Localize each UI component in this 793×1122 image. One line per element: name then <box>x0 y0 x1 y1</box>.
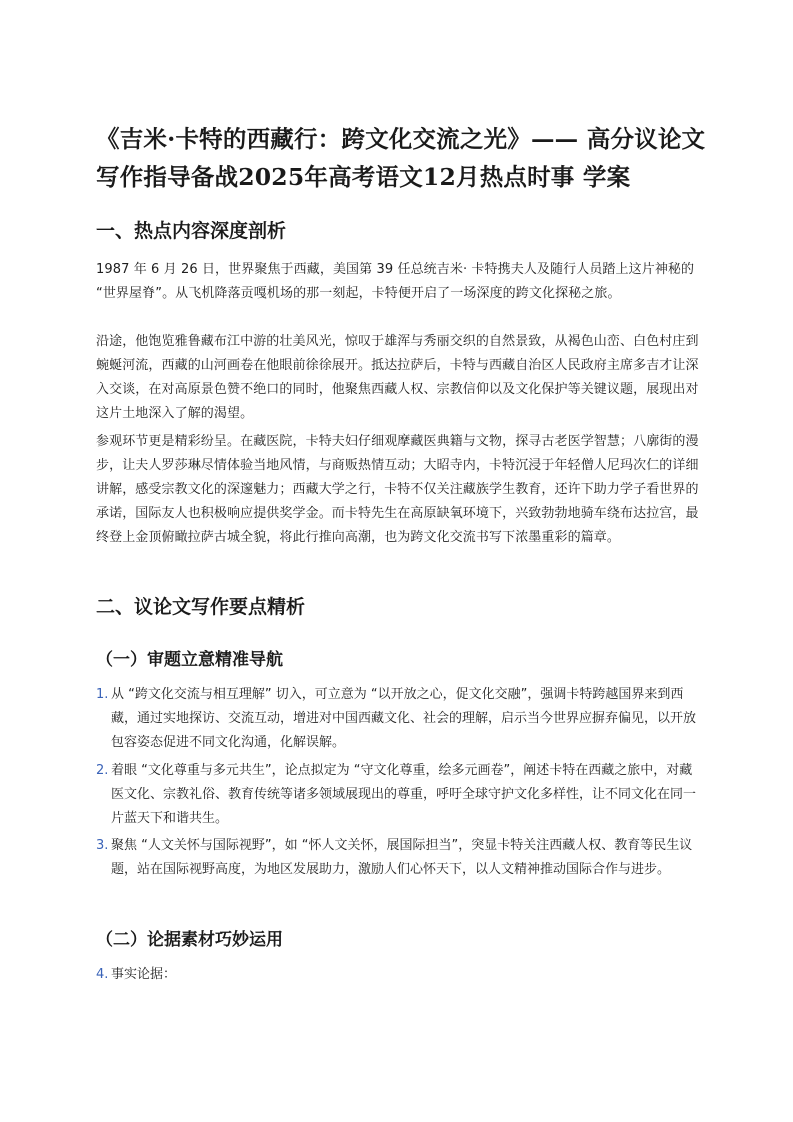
list-text: 着眼 “文化尊重与多元共生”，论点拟定为 “守文化尊重，绘多元画卷”，阐述卡特在西藏之旅中，对藏医文化、宗教礼俗、教育传统等诸多领域展现出的尊重，呼吁全球守护文化多样性，让不同文化在同一片蓝天下和谐共生。 <box>111 763 697 826</box>
section-heading-1: 一、热点内容深度剖析 <box>96 220 287 242</box>
list-number: 3. <box>96 838 109 853</box>
list-item <box>96 683 700 755</box>
paragraph-1: 1987 年 6 月 26 日，世界聚焦于西藏，美国第 39 任总统吉米· 卡特携夫人及随行人员踏上这片神秘的 “世界屋脊”。从飞机降落贡嘎机场的那一刻起，卡特便开启了一场深度的跨文化探秘之旅。 <box>96 262 695 301</box>
document-title: 《吉米·卡特的西藏行：跨文化交流之光》—— 高分议论文写作指导备战2025年高考语文12月热点时事 学案 <box>96 125 706 191</box>
list-number: 4. <box>96 967 109 982</box>
list-text: 事实论据： <box>111 967 177 982</box>
list-item <box>96 834 700 882</box>
list-text: 从 “跨文化交流与相互理解” 切入，可立意为 “以开放之心，促文化交融”，强调卡特跨越国界来到西藏，通过实地探访、交流互动，增进对中国西藏文化、社会的理解，启示当今世界应摒弃偏见，以开放包容姿态促进不同文化沟通，化解误解。 <box>111 687 697 750</box>
paragraph-3: 参观环节更是精彩纷呈。在藏医院，卡特夫妇仔细观摩藏医典籍与文物，探寻古老医学智慧；八廓街的漫步，让夫人罗莎琳尽情体验当地风情，与商贩热情互动；大昭寺内，卡特沉浸于年轻僧人尼玛次仁的详细讲解，感受宗教文化的深邃魅力；西藏大学之行，卡特不仅关注藏族学生教育，还许下助力学子看世界的承诺，国际友人也积极响应提供奖学金。而卡特先生在高原缺氧环境下，兴致勃勃地骑车绕布达拉宫，最终登上金顶俯瞰拉萨古城全貌，将此行推向高潮，也为跨文化交流书写下浓墨重彩的篇章。 <box>96 434 699 545</box>
list-item <box>96 759 700 831</box>
subsection-heading-2: （二）论据素材巧妙运用 <box>96 930 283 950</box>
subsection-heading-1: （一）审题立意精准导航 <box>96 650 283 670</box>
list-item <box>96 963 700 987</box>
paragraph-2: 沿途，他饱览雅鲁藏布江中游的壮美风光，惊叹于雄浑与秀丽交织的自然景致，从褐色山峦、白色村庄到蜿蜒河流，西藏的山河画卷在他眼前徐徐展开。抵达拉萨后，卡特与西藏自治区人民政府主席多吉才让深入交谈，在对高原景色赞不绝口的同时，他聚焦西藏人权、宗教信仰以及文化保护等关键议题，展现出对这片土地深入了解的渴望。 <box>96 334 699 421</box>
list-number: 2. <box>96 763 109 778</box>
list-number: 1. <box>96 687 109 702</box>
list-text: 聚焦 “人文关怀与国际视野”，如 “怀人文关怀，展国际担当”，突显卡特关注西藏人权、教育等民生议题，站在国际视野高度，为地区发展助力，激励人们心怀天下，以人文精神推动国际合作与进步。 <box>111 838 693 877</box>
section-heading-2: 二、议论文写作要点精析 <box>96 596 306 618</box>
